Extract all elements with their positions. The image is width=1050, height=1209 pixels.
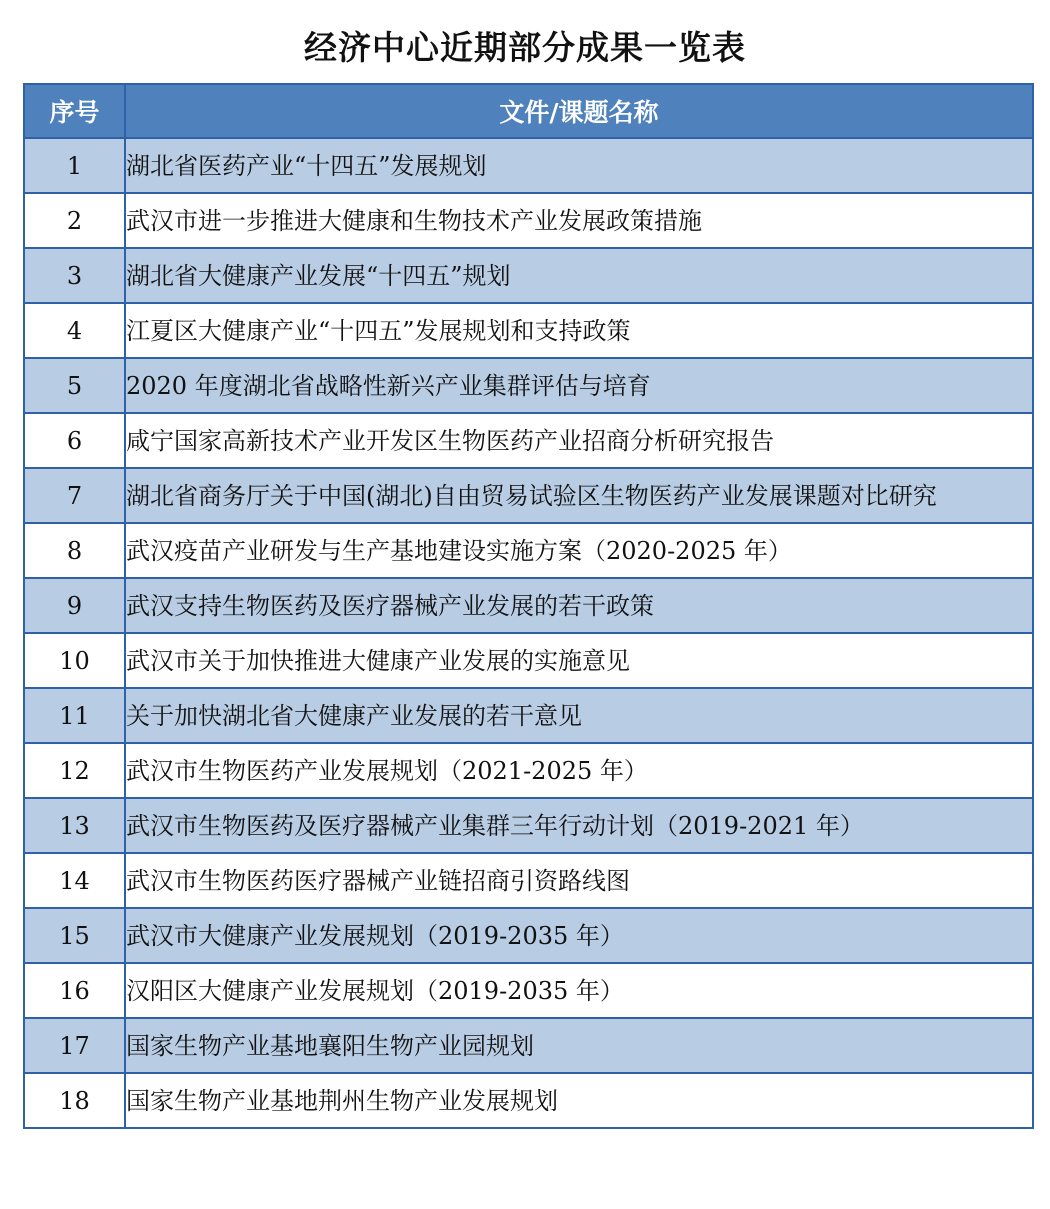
table-row	[24, 303, 1033, 358]
row-name: 武汉支持生物医药及医疗器械产业发展的若干政策	[125, 578, 1033, 633]
row-name: 江夏区大健康产业“十四五”发展规划和支持政策	[125, 303, 1033, 358]
row-number: 11	[24, 688, 125, 743]
row-name: 国家生物产业基地襄阳生物产业园规划	[125, 1018, 1033, 1073]
row-number: 5	[24, 358, 125, 413]
header-name: 文件/课题名称	[125, 84, 1033, 138]
table-header-row	[24, 84, 1033, 138]
row-name: 武汉市生物医药产业发展规划（2021-2025 年）	[125, 743, 1033, 798]
table-row	[24, 853, 1033, 908]
row-number: 7	[24, 468, 125, 523]
header-number: 序号	[24, 84, 125, 138]
table-row	[24, 248, 1033, 303]
table-row	[24, 798, 1033, 853]
table-row	[24, 578, 1033, 633]
table-row	[24, 688, 1033, 743]
table-row	[24, 1073, 1033, 1128]
row-name: 武汉市大健康产业发展规划（2019-2035 年）	[125, 908, 1033, 963]
row-number: 6	[24, 413, 125, 468]
row-number: 10	[24, 633, 125, 688]
table-row	[24, 358, 1033, 413]
row-number: 2	[24, 193, 125, 248]
table-row	[24, 193, 1033, 248]
row-name: 武汉市关于加快推进大健康产业发展的实施意见	[125, 633, 1033, 688]
table-row	[24, 633, 1033, 688]
table-row	[24, 468, 1033, 523]
row-number: 16	[24, 963, 125, 1018]
table-row	[24, 138, 1033, 193]
table-row	[24, 908, 1033, 963]
row-number: 4	[24, 303, 125, 358]
row-name: 武汉疫苗产业研发与生产基地建设实施方案（2020-2025 年）	[125, 523, 1033, 578]
row-number: 17	[24, 1018, 125, 1073]
row-number: 12	[24, 743, 125, 798]
page-title: 经济中心近期部分成果一览表	[304, 28, 746, 67]
table-row	[24, 963, 1033, 1018]
table-row	[24, 413, 1033, 468]
row-number: 13	[24, 798, 125, 853]
row-name: 汉阳区大健康产业发展规划（2019-2035 年）	[125, 963, 1033, 1018]
row-number: 8	[24, 523, 125, 578]
row-name: 关于加快湖北省大健康产业发展的若干意见	[125, 688, 1033, 743]
row-number: 3	[24, 248, 125, 303]
row-name: 武汉市生物医药医疗器械产业链招商引资路线图	[125, 853, 1033, 908]
row-name: 武汉市进一步推进大健康和生物技术产业发展政策措施	[125, 193, 1033, 248]
table-row	[24, 743, 1033, 798]
row-number: 1	[24, 138, 125, 193]
table-row	[24, 523, 1033, 578]
row-number: 15	[24, 908, 125, 963]
row-name: 湖北省大健康产业发展“十四五”规划	[125, 248, 1033, 303]
row-name: 湖北省医药产业“十四五”发展规划	[125, 138, 1033, 193]
row-name: 武汉市生物医药及医疗器械产业集群三年行动计划（2019-2021 年）	[125, 798, 1033, 853]
row-name: 咸宁国家高新技术产业开发区生物医药产业招商分析研究报告	[125, 413, 1033, 468]
row-number: 14	[24, 853, 125, 908]
results-table	[23, 83, 1034, 1129]
row-number: 18	[24, 1073, 125, 1128]
table-row	[24, 1018, 1033, 1073]
row-name: 国家生物产业基地荆州生物产业发展规划	[125, 1073, 1033, 1128]
row-number: 9	[24, 578, 125, 633]
row-name: 2020 年度湖北省战略性新兴产业集群评估与培育	[125, 358, 1033, 413]
row-name: 湖北省商务厅关于中国(湖北)自由贸易试验区生物医药产业发展课题对比研究	[125, 468, 1033, 523]
